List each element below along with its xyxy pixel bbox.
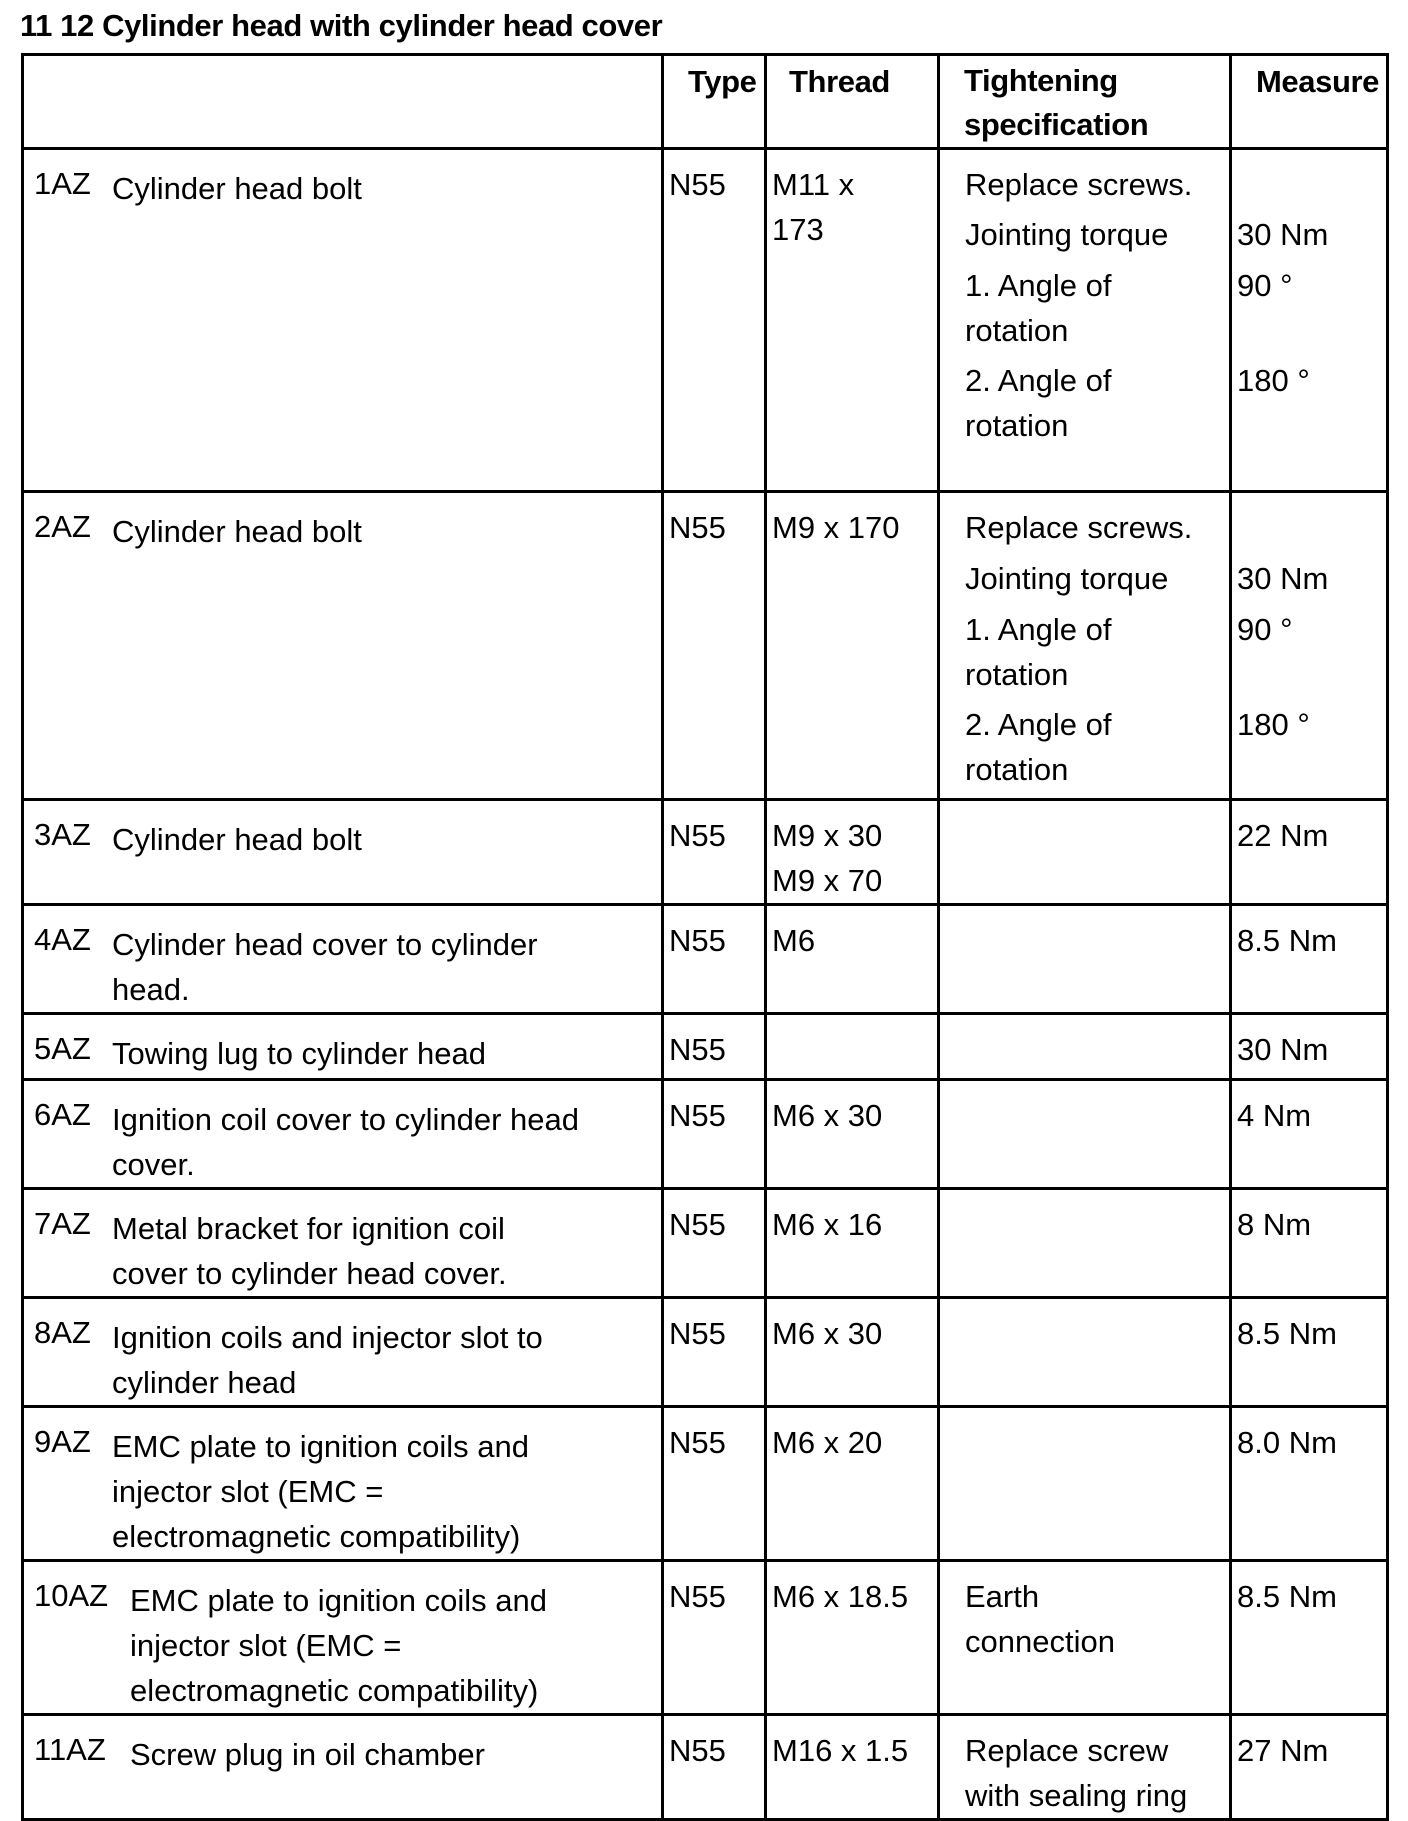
position-label: 11AZ	[34, 1732, 106, 1767]
table-row	[23, 800, 1388, 905]
measure-angle1: 90 °	[1237, 612, 1293, 647]
item-description	[112, 1313, 661, 1405]
item-description	[112, 1204, 661, 1296]
item-cell	[23, 1407, 663, 1561]
spec-cell	[939, 905, 1231, 1014]
header-tightening-specification	[939, 55, 1231, 149]
position-label: 5AZ	[34, 1031, 91, 1066]
table-row	[23, 492, 1388, 800]
thread-cell: M9 x 170	[766, 492, 939, 800]
thread-cell: M6 x 16	[766, 1189, 939, 1298]
spec-angle2-line: 2. Angle of	[965, 707, 1112, 742]
table-row	[23, 149, 1388, 492]
measure-cell: 22 Nm	[1231, 800, 1388, 905]
item-description: Cylinder head bolt	[112, 514, 362, 549]
measure-cell: 30 Nm	[1231, 1014, 1388, 1080]
header-item	[23, 55, 663, 149]
table-row	[23, 1080, 1388, 1189]
spec-line: Replace screw	[965, 1733, 1169, 1768]
spec-cell	[939, 1298, 1231, 1407]
spec-cell	[939, 1407, 1231, 1561]
spec-cell	[939, 149, 1231, 492]
description-line: Metal bracket for ignition coil	[112, 1211, 505, 1246]
description-line: Ignition coil cover to cylinder head	[112, 1102, 579, 1137]
position-label: 2AZ	[34, 509, 91, 544]
item-cell	[23, 1080, 663, 1189]
page-title: 11 12 Cylinder head with cylinder head cover	[20, 8, 663, 43]
description-line: injector slot (EMC =	[112, 1474, 384, 1509]
type-cell: N55	[663, 492, 766, 800]
position-label: 10AZ	[34, 1578, 109, 1613]
item-cell	[23, 492, 663, 800]
position-label: 6AZ	[34, 1097, 91, 1132]
measure-angle2: 180 °	[1237, 707, 1310, 742]
measure-cell: 8.5 Nm	[1231, 1298, 1388, 1407]
measure-angle2: 180 °	[1237, 363, 1310, 398]
table-row	[23, 905, 1388, 1014]
item-description: Screw plug in oil chamber	[130, 1737, 485, 1772]
measure-cell: 8 Nm	[1231, 1189, 1388, 1298]
type-cell: N55	[663, 1715, 766, 1820]
measure-angle1: 90 °	[1237, 268, 1293, 303]
table-row	[23, 1014, 1388, 1080]
spec-cell	[939, 1080, 1231, 1189]
position-label: 3AZ	[34, 817, 91, 852]
item-description: Towing lug to cylinder head	[112, 1036, 486, 1071]
spec-cell	[939, 800, 1231, 905]
spec-angle1-line: rotation	[965, 657, 1069, 692]
type-cell: N55	[663, 905, 766, 1014]
measure-cell	[1231, 492, 1388, 800]
tightening-torque-table	[21, 53, 1389, 1821]
description-line: electromagnetic compatibility)	[130, 1673, 539, 1708]
thread-cell: M6 x 30	[766, 1298, 939, 1407]
measure-jointing-torque: 30 Nm	[1237, 561, 1329, 596]
type-cell: N55	[663, 1298, 766, 1407]
spec-line: with sealing ring	[965, 1778, 1188, 1813]
position-label: 4AZ	[34, 922, 91, 957]
position-label: 1AZ	[34, 166, 91, 201]
item-description: Cylinder head bolt	[112, 171, 362, 206]
description-line: head.	[112, 972, 190, 1007]
type-cell: N55	[663, 149, 766, 492]
type-cell: N55	[663, 1561, 766, 1715]
thread-cell	[766, 800, 939, 905]
table-row	[23, 1407, 1388, 1561]
item-cell	[23, 800, 663, 905]
thread-cell: M6 x 30	[766, 1080, 939, 1189]
spec-angle1-line: 1. Angle of	[965, 612, 1112, 647]
item-cell	[23, 905, 663, 1014]
item-cell	[23, 1189, 663, 1298]
item-cell	[23, 1561, 663, 1715]
item-description: Cylinder head bolt	[112, 822, 362, 857]
item-description	[130, 1576, 661, 1713]
type-cell: N55	[663, 800, 766, 905]
type-cell: N55	[663, 1407, 766, 1561]
description-line: injector slot (EMC =	[130, 1628, 402, 1663]
thread-line: M11 x	[772, 167, 855, 202]
spec-line: connection	[965, 1624, 1115, 1659]
header-spec-line2: specification	[964, 107, 1149, 142]
spec-cell	[939, 1715, 1231, 1820]
measure-cell: 8.5 Nm	[1231, 905, 1388, 1014]
table-row	[23, 1715, 1388, 1820]
position-label: 7AZ	[34, 1206, 91, 1241]
spec-cell	[939, 1561, 1231, 1715]
item-description	[112, 920, 661, 1012]
spec-cell	[939, 492, 1231, 800]
description-line: cover to cylinder head cover.	[112, 1256, 507, 1291]
spec-angle2-line: 2. Angle of	[965, 363, 1112, 398]
spec-cell	[939, 1014, 1231, 1080]
item-cell	[23, 149, 663, 492]
spec-jointing-torque: Jointing torque	[965, 561, 1169, 596]
spec-jointing-torque: Jointing torque	[965, 217, 1169, 252]
measure-cell	[1231, 149, 1388, 492]
position-label: 9AZ	[34, 1424, 91, 1459]
thread-cell: M6 x 20	[766, 1407, 939, 1561]
description-line: cover.	[112, 1147, 195, 1182]
thread-cell	[766, 149, 939, 492]
table-row	[23, 1298, 1388, 1407]
type-cell: N55	[663, 1080, 766, 1189]
spec-cell	[939, 1189, 1231, 1298]
header-spec-line1: Tightening	[964, 63, 1118, 98]
spec-note: Replace screws.	[965, 510, 1193, 545]
header-measure: Measure	[1231, 55, 1388, 149]
table-header-row	[23, 55, 1388, 149]
table-row	[23, 1561, 1388, 1715]
description-line: EMC plate to ignition coils and	[130, 1583, 548, 1618]
description-line: Ignition coils and injector slot to	[112, 1320, 543, 1355]
spec-angle2-line: rotation	[965, 752, 1069, 787]
description-line: electromagnetic compatibility)	[112, 1519, 521, 1554]
table-row	[23, 1189, 1388, 1298]
position-label: 8AZ	[34, 1315, 91, 1350]
measure-cell: 8.5 Nm	[1231, 1561, 1388, 1715]
thread-cell: M6 x 18.5	[766, 1561, 939, 1715]
item-cell	[23, 1715, 663, 1820]
measure-cell: 4 Nm	[1231, 1080, 1388, 1189]
description-line: cylinder head	[112, 1365, 297, 1400]
spec-angle1-line: rotation	[965, 313, 1069, 348]
thread-cell: M6	[766, 905, 939, 1014]
spec-angle2-line: rotation	[965, 408, 1069, 443]
thread-line: M9 x 30	[772, 818, 883, 853]
item-cell	[23, 1298, 663, 1407]
thread-cell	[766, 1014, 939, 1080]
type-cell: N55	[663, 1189, 766, 1298]
spec-note: Replace screws.	[965, 167, 1193, 202]
measure-cell: 8.0 Nm	[1231, 1407, 1388, 1561]
item-description	[112, 1422, 661, 1559]
thread-line: 173	[772, 212, 824, 247]
item-description	[112, 1095, 661, 1187]
thread-line: M9 x 70	[772, 863, 883, 898]
header-thread: Thread	[766, 55, 939, 149]
type-cell: N55	[663, 1014, 766, 1080]
measure-jointing-torque: 30 Nm	[1237, 217, 1329, 252]
spec-angle1-line: 1. Angle of	[965, 268, 1112, 303]
description-line: Cylinder head cover to cylinder	[112, 927, 538, 962]
description-line: EMC plate to ignition coils and	[112, 1429, 530, 1464]
spec-line: Earth	[965, 1579, 1040, 1614]
thread-cell: M16 x 1.5	[766, 1715, 939, 1820]
item-cell	[23, 1014, 663, 1080]
measure-cell: 27 Nm	[1231, 1715, 1388, 1820]
header-type: Type	[663, 55, 766, 149]
